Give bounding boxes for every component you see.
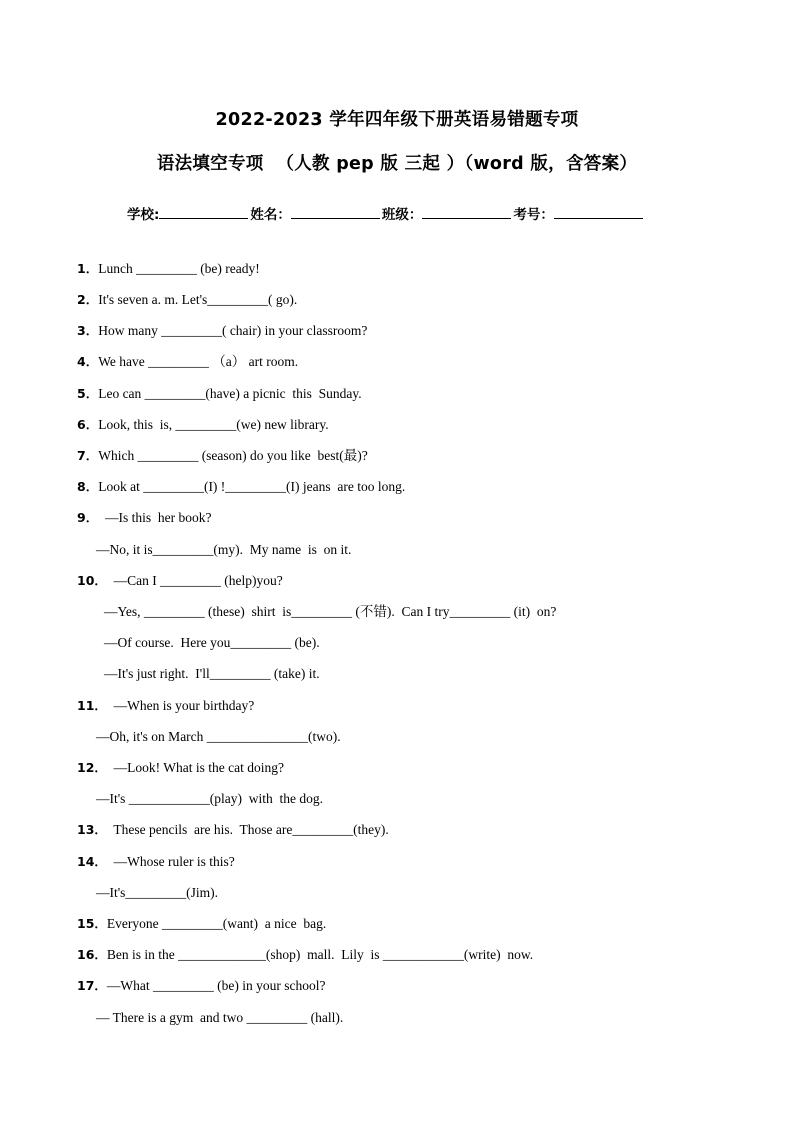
answer-line [96, 885, 218, 901]
name-blank[interactable] [291, 206, 380, 219]
document-subtitle: 语法填空专项 （人教 pep 版 三起 ）（word 版，含答案） [156, 154, 638, 174]
question-text: —Yes, _________ (these) shirt is_________ (不错). Can I try_________ (it) on? [104, 604, 557, 619]
exam-number-blank[interactable] [554, 206, 643, 219]
question-number: 1． [77, 261, 99, 276]
question-text: Look, this is, _________(we) new library. [98, 417, 329, 432]
question-number: 17． [77, 978, 107, 993]
question-line [77, 261, 260, 277]
question-line [77, 854, 235, 870]
question-text: —Whose ruler is this? [106, 854, 235, 869]
question-number: 6． [77, 417, 99, 432]
student-info-line [127, 203, 645, 223]
answer-line [96, 1010, 343, 1026]
answer-line [96, 542, 351, 558]
question-line [77, 510, 211, 526]
question-line [77, 947, 533, 963]
question-number: 4． [77, 354, 99, 369]
question-line [77, 573, 283, 589]
question-line [77, 698, 254, 714]
answer-line [96, 729, 341, 745]
question-text: —Can I _________ (help)you? [106, 573, 283, 588]
answer-line [104, 604, 556, 620]
question-number: 10． [77, 573, 107, 588]
question-line [77, 978, 325, 994]
question-text: —It's_________(Jim). [96, 885, 219, 900]
question-number: 11． [77, 698, 107, 713]
question-number: 8． [77, 479, 99, 494]
question-text: Ben is in the _____________(shop) mall. Lily is ____________(write) now. [106, 947, 534, 962]
question-text: —No, it is_________(my). My name is on it. [96, 542, 352, 557]
school-blank[interactable] [159, 206, 248, 219]
question-text: —Oh, it's on March _______________(two). [96, 729, 341, 744]
question-line [77, 386, 362, 402]
question-text: These pencils are his. Those are_________(they). [106, 822, 389, 837]
question-text: —It's just right. I'll_________ (take) it. [104, 666, 320, 681]
question-text: Lunch _________ (be) ready! [98, 261, 260, 276]
name-label: 姓名： [250, 207, 291, 223]
question-number: 2． [77, 292, 99, 307]
question-number: 14． [77, 854, 107, 869]
question-line [77, 760, 284, 776]
question-line [77, 354, 298, 370]
class-blank[interactable] [422, 206, 511, 219]
question-text: Leo can _________(have) a picnic this Sunday. [98, 386, 362, 401]
question-text: —Of course. Here you_________ (be). [104, 635, 320, 650]
question-number: 7． [77, 448, 99, 463]
question-text: Look at _________(I) !_________(I) jeans are too long. [98, 479, 406, 494]
question-line [77, 822, 389, 838]
question-text: How many _________( chair) in your classroom? [98, 323, 368, 338]
question-line [77, 448, 368, 464]
question-number: 13． [77, 822, 107, 837]
question-text: Everyone _________(want) a nice bag. [106, 916, 327, 931]
school-label: 学校: [127, 207, 160, 223]
question-number: 9． [77, 510, 99, 525]
question-text: —When is your birthday? [106, 698, 255, 713]
question-text: —Is this her book? [98, 510, 212, 525]
question-number: 12． [77, 760, 107, 775]
question-line [77, 323, 367, 339]
question-text: We have _________ （a） art room. [98, 354, 299, 369]
question-text: —It's ____________(play) with the dog. [96, 791, 324, 806]
answer-line [104, 666, 320, 682]
question-text: —Look! What is the cat doing? [106, 760, 284, 775]
question-number: 3． [77, 323, 99, 338]
question-line [77, 479, 405, 495]
answer-line [104, 635, 320, 651]
question-number: 5． [77, 386, 99, 401]
exam-number-label: 考号： [513, 207, 554, 223]
question-number: 15． [77, 916, 107, 931]
question-text: It's seven a. m. Let's_________( go). [98, 292, 298, 307]
question-text: — There is a gym and two _________ (hall). [96, 1010, 344, 1025]
class-label: 班级： [381, 207, 423, 223]
question-line [77, 417, 329, 433]
question-line [77, 916, 326, 932]
question-line [77, 292, 297, 308]
document-title: 2022-2023 学年四年级下册英语易错题专项 [215, 110, 579, 130]
answer-line [96, 791, 323, 807]
question-text: —What _________ (be) in your school? [106, 978, 326, 993]
question-text: Which _________ (season) do you like best(最)? [98, 448, 368, 463]
question-number: 16． [77, 947, 107, 962]
